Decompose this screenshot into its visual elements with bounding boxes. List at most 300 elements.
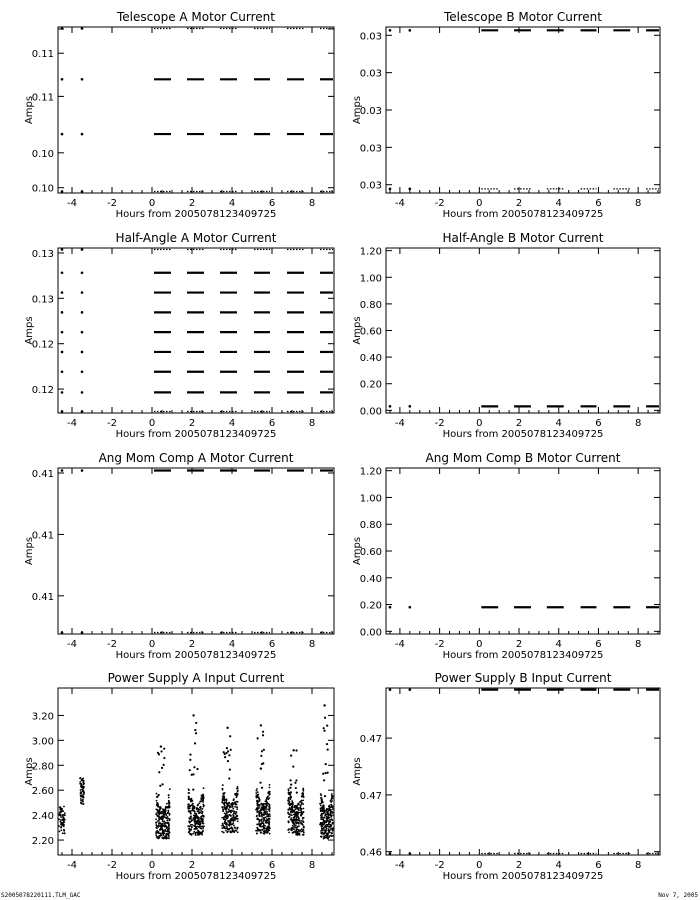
data-point (260, 803, 262, 805)
x-tick-label: 4 (228, 418, 236, 429)
data-point (188, 829, 190, 831)
data-point (293, 816, 295, 818)
x-tick-label: 2 (188, 418, 196, 429)
data-point (323, 838, 325, 840)
data-point (389, 29, 392, 32)
data-point (327, 832, 329, 834)
outlier-point (224, 756, 226, 758)
outlier-point (163, 748, 165, 750)
data-point (264, 816, 266, 818)
data-point (166, 827, 168, 829)
x-tick-label: 0 (148, 639, 156, 650)
y-tick-label: 3.00 (31, 736, 54, 748)
data-point (228, 808, 230, 810)
x-axis-label: Hours from 2005078123409725 (115, 209, 277, 220)
chart-title: Power Supply B Input Current (434, 671, 612, 685)
y-tick-label: 3.20 (31, 711, 54, 723)
data-point (201, 834, 203, 836)
x-tick-label: -4 (394, 418, 405, 429)
data-point (258, 815, 260, 817)
data-point (332, 795, 334, 797)
data-point (261, 809, 263, 811)
data-point (223, 826, 225, 828)
data-point (299, 801, 301, 803)
outlier-point (295, 787, 297, 789)
data-point (302, 829, 304, 831)
data-point (168, 828, 170, 830)
data-point (330, 816, 332, 818)
data-point (262, 806, 264, 808)
data-point (300, 814, 302, 816)
data-point (234, 813, 236, 815)
data-point (165, 825, 167, 827)
data-point (323, 817, 325, 819)
data-point (323, 812, 325, 814)
data-point (61, 311, 64, 314)
data-point (80, 792, 82, 794)
data-point (295, 820, 297, 822)
x-axis-label: Hours from 2005078123409725 (442, 871, 604, 882)
x-tick-label: 4 (555, 418, 562, 429)
plot-frame (58, 468, 334, 634)
data-point (303, 817, 305, 819)
data-point (300, 804, 302, 806)
x-tick-label: 4 (555, 198, 562, 209)
x-tick-label: 6 (268, 639, 276, 650)
data-point (268, 797, 270, 799)
outlier-point (196, 768, 198, 770)
y-tick-label: 0.41 (31, 591, 54, 603)
data-point (269, 784, 271, 786)
data-point (264, 818, 266, 820)
data-point (200, 797, 202, 799)
outlier-point (324, 795, 326, 797)
data-point (155, 835, 157, 837)
data-point (62, 814, 64, 816)
data-point (194, 828, 196, 830)
data-point (324, 829, 326, 831)
data-point (259, 829, 261, 831)
outlier-point (322, 773, 324, 775)
data-point (256, 832, 258, 834)
data-point (330, 825, 332, 827)
data-point (291, 800, 293, 802)
outlier-point (158, 753, 160, 755)
data-point (81, 190, 84, 193)
data-point (197, 811, 199, 813)
data-point (301, 808, 303, 810)
data-point (268, 787, 270, 789)
y-tick-label: 0.00 (359, 406, 382, 418)
data-point (200, 823, 202, 825)
data-point (289, 815, 291, 817)
outlier-point (195, 732, 197, 734)
y-tick-label: 0.03 (359, 68, 382, 80)
data-point (302, 800, 304, 802)
data-point (269, 807, 271, 809)
data-point (81, 248, 84, 251)
outlier-point (262, 731, 264, 733)
outlier-point (263, 749, 265, 751)
outlier-point (162, 783, 164, 785)
outlier-point (294, 782, 296, 784)
data-point (299, 820, 301, 822)
y-axis-label: Amps (24, 757, 35, 786)
outlier-point (163, 764, 165, 766)
data-point (198, 822, 200, 824)
outlier-point (326, 725, 328, 727)
data-point (261, 814, 263, 816)
y-tick-label: 0.60 (359, 547, 382, 558)
data-point (298, 832, 300, 834)
data-point (301, 820, 303, 822)
data-point (288, 828, 290, 830)
y-tick-label: 0.40 (359, 353, 382, 365)
data-point (62, 817, 64, 819)
outlier-point (156, 795, 158, 797)
data-point (81, 784, 83, 786)
data-point (156, 793, 158, 795)
data-point (328, 830, 330, 832)
data-point (332, 808, 334, 810)
data-point (256, 788, 258, 790)
data-point (165, 830, 167, 832)
data-point (257, 829, 259, 831)
data-point (237, 820, 239, 822)
outlier-point (189, 753, 191, 755)
data-point (257, 817, 259, 819)
data-point (236, 796, 238, 798)
data-point (259, 804, 261, 806)
data-point (222, 796, 224, 798)
data-point (61, 410, 64, 413)
data-point (320, 836, 322, 838)
x-tick-label: -2 (107, 418, 117, 429)
y-axis-label: Amps (24, 536, 35, 566)
data-point (330, 810, 332, 812)
data-point (221, 788, 223, 790)
data-point (81, 370, 84, 373)
data-point (81, 469, 84, 472)
outlier-point (289, 787, 291, 789)
data-point (203, 816, 205, 818)
data-point (79, 783, 81, 785)
data-point (297, 803, 299, 805)
outlier-point (292, 765, 294, 767)
peak-point (260, 724, 262, 726)
footer-date: Nov 7, 2005 (658, 892, 698, 899)
data-point (236, 806, 238, 808)
data-point (201, 795, 203, 797)
outlier-point (324, 717, 326, 719)
data-point (266, 802, 268, 804)
data-point (262, 821, 264, 823)
data-point (60, 806, 62, 808)
outlier-point (194, 729, 196, 731)
data-point (290, 809, 292, 811)
data-point (162, 811, 164, 813)
y-tick-label: 0.47 (359, 734, 382, 746)
x-tick-label: 4 (228, 639, 236, 650)
data-point (288, 792, 290, 794)
data-point (389, 405, 392, 408)
data-point (321, 802, 323, 804)
outlier-point (189, 769, 191, 771)
data-point (321, 807, 323, 809)
x-tick-label: 4 (555, 639, 562, 650)
y-tick-label: 0.03 (359, 106, 382, 117)
data-point (409, 606, 412, 609)
data-point (80, 802, 82, 804)
data-point (231, 817, 233, 819)
data-point (263, 808, 265, 810)
data-point (60, 809, 62, 811)
y-tick-label: 0.47 (359, 790, 382, 802)
data-point (330, 828, 332, 830)
data-point (237, 794, 239, 796)
data-point (190, 816, 192, 818)
data-point (320, 830, 322, 832)
y-tick-label: 1.00 (359, 273, 382, 285)
data-point (195, 820, 197, 822)
data-point (167, 818, 169, 820)
data-point (189, 808, 191, 810)
data-point (255, 792, 257, 794)
data-point (82, 777, 84, 779)
data-point (194, 821, 196, 823)
x-axis-label: Hours from 2005078123409725 (442, 429, 604, 440)
x-tick-label: 0 (476, 860, 483, 871)
data-point (188, 831, 190, 833)
data-point (167, 807, 169, 809)
outlier-point (289, 793, 291, 795)
data-point (326, 828, 328, 830)
data-point (61, 391, 64, 394)
data-point (222, 823, 224, 825)
data-point (167, 830, 169, 832)
x-tick-label: 0 (148, 418, 156, 429)
data-point (323, 809, 325, 811)
chart-title: Ang Mom Comp B Motor Current (425, 451, 621, 465)
data-point (203, 805, 205, 807)
data-point (157, 815, 159, 817)
data-point (223, 832, 225, 834)
data-point (303, 831, 305, 833)
data-point (160, 829, 162, 831)
data-point (225, 814, 227, 816)
data-point (190, 828, 192, 830)
data-point (225, 801, 227, 803)
data-point (160, 817, 162, 819)
y-tick-label: 1.00 (359, 493, 382, 505)
outlier-point (223, 751, 225, 753)
x-tick-label: -4 (394, 198, 405, 209)
data-point (82, 781, 84, 783)
data-point (231, 806, 233, 808)
y-tick-label: 0.12 (31, 339, 54, 351)
data-point (198, 817, 200, 819)
data-point (81, 311, 84, 314)
y-tick-label: 0.46 (359, 847, 382, 859)
data-point (231, 804, 233, 806)
data-point (322, 804, 324, 806)
data-point (328, 805, 330, 807)
data-point (331, 800, 333, 802)
x-tick-label: -2 (107, 639, 117, 650)
data-point (264, 825, 266, 827)
data-point (267, 795, 269, 797)
data-point (196, 807, 198, 809)
outlier-point (327, 749, 329, 751)
data-point (83, 783, 85, 785)
x-tick-label: 6 (268, 860, 276, 871)
data-point (237, 831, 239, 833)
data-point (288, 831, 290, 833)
data-point (223, 798, 225, 800)
data-point (203, 797, 205, 799)
data-point (235, 804, 237, 806)
chart-title: Power Supply A Input Current (107, 671, 285, 685)
data-point (294, 806, 296, 808)
data-point (200, 799, 202, 801)
y-tick-label: 0.10 (31, 148, 54, 160)
x-tick-label: 0 (476, 198, 483, 209)
outlier-point (229, 769, 231, 771)
data-point (188, 825, 190, 827)
data-point (269, 805, 271, 807)
data-point (291, 830, 293, 832)
data-point (324, 815, 326, 817)
data-point (225, 809, 227, 811)
peak-point (192, 714, 194, 716)
chart-ps-a (24, 671, 334, 882)
outlier-point (290, 784, 292, 786)
data-point (222, 784, 224, 786)
data-point (199, 826, 201, 828)
x-tick-label: 0 (148, 860, 156, 871)
data-point (187, 803, 189, 805)
data-point (61, 370, 64, 373)
x-tick-label: 2 (188, 639, 196, 650)
x-axis-label: Hours from 2005078123409725 (442, 650, 604, 661)
data-point (269, 813, 271, 815)
data-point (327, 813, 329, 815)
data-point (195, 824, 197, 826)
x-tick-label: 2 (515, 198, 523, 209)
data-point (193, 810, 195, 812)
data-point (293, 832, 295, 834)
y-tick-label: 0.13 (31, 248, 54, 260)
data-point (82, 801, 84, 803)
data-point (197, 832, 199, 834)
y-tick-label: 1.20 (359, 466, 382, 478)
data-point (256, 808, 258, 810)
data-point (189, 811, 191, 813)
data-point (59, 831, 61, 833)
data-point (221, 825, 223, 827)
data-point (192, 833, 194, 835)
data-point (61, 469, 64, 472)
data-point (259, 799, 261, 801)
data-point (168, 794, 170, 796)
data-point (236, 811, 238, 813)
peak-point (292, 749, 294, 751)
x-tick-label: 0 (476, 639, 483, 650)
data-point (409, 29, 412, 32)
data-point (291, 807, 293, 809)
data-point (81, 271, 84, 274)
x-tick-label: -2 (434, 198, 445, 209)
data-point (234, 819, 236, 821)
data-point (332, 830, 334, 832)
x-tick-label: 0 (476, 418, 483, 429)
y-tick-label: 1.20 (359, 246, 382, 258)
data-point (167, 812, 169, 814)
data-point (409, 405, 412, 408)
data-point (160, 824, 162, 826)
chart-tel-a (24, 10, 334, 220)
data-point (62, 810, 64, 812)
x-tick-label: 2 (188, 198, 196, 209)
data-point (298, 807, 300, 809)
data-point (163, 823, 165, 825)
data-point (235, 801, 237, 803)
data-point (266, 821, 268, 823)
data-point (197, 804, 199, 806)
outlier-point (262, 762, 264, 764)
data-point (234, 811, 236, 813)
data-point (409, 188, 412, 191)
data-point (301, 802, 303, 804)
data-point (303, 821, 305, 823)
data-point (164, 826, 166, 828)
data-point (168, 835, 170, 837)
data-point (224, 806, 226, 808)
data-point (256, 804, 258, 806)
data-point (228, 810, 230, 812)
x-axis-label: Hours from 2005078123409725 (442, 209, 604, 220)
data-point (328, 826, 330, 828)
data-point (222, 802, 224, 804)
data-point (261, 816, 263, 818)
data-point (302, 788, 304, 790)
outlier-point (327, 772, 329, 774)
data-point (256, 815, 258, 817)
data-point (237, 786, 239, 788)
data-point (297, 804, 299, 806)
data-point (326, 809, 328, 811)
data-point (199, 833, 201, 835)
x-tick-label: -4 (394, 860, 405, 871)
data-point (257, 795, 259, 797)
data-point (200, 817, 202, 819)
y-axis-label: Amps (24, 316, 35, 345)
data-point (289, 805, 291, 807)
data-point (191, 819, 193, 821)
outlier-point (195, 722, 197, 724)
data-point (162, 832, 164, 834)
outlier-point (228, 777, 230, 779)
x-tick-label: 8 (634, 418, 642, 429)
data-point (320, 815, 322, 817)
data-point (323, 823, 325, 825)
data-point (226, 823, 228, 825)
x-axis-label: Hours from 2005078123409725 (115, 429, 277, 440)
data-point (227, 830, 229, 832)
data-point (330, 798, 332, 800)
data-point (169, 788, 171, 790)
outlier-point (323, 779, 325, 781)
